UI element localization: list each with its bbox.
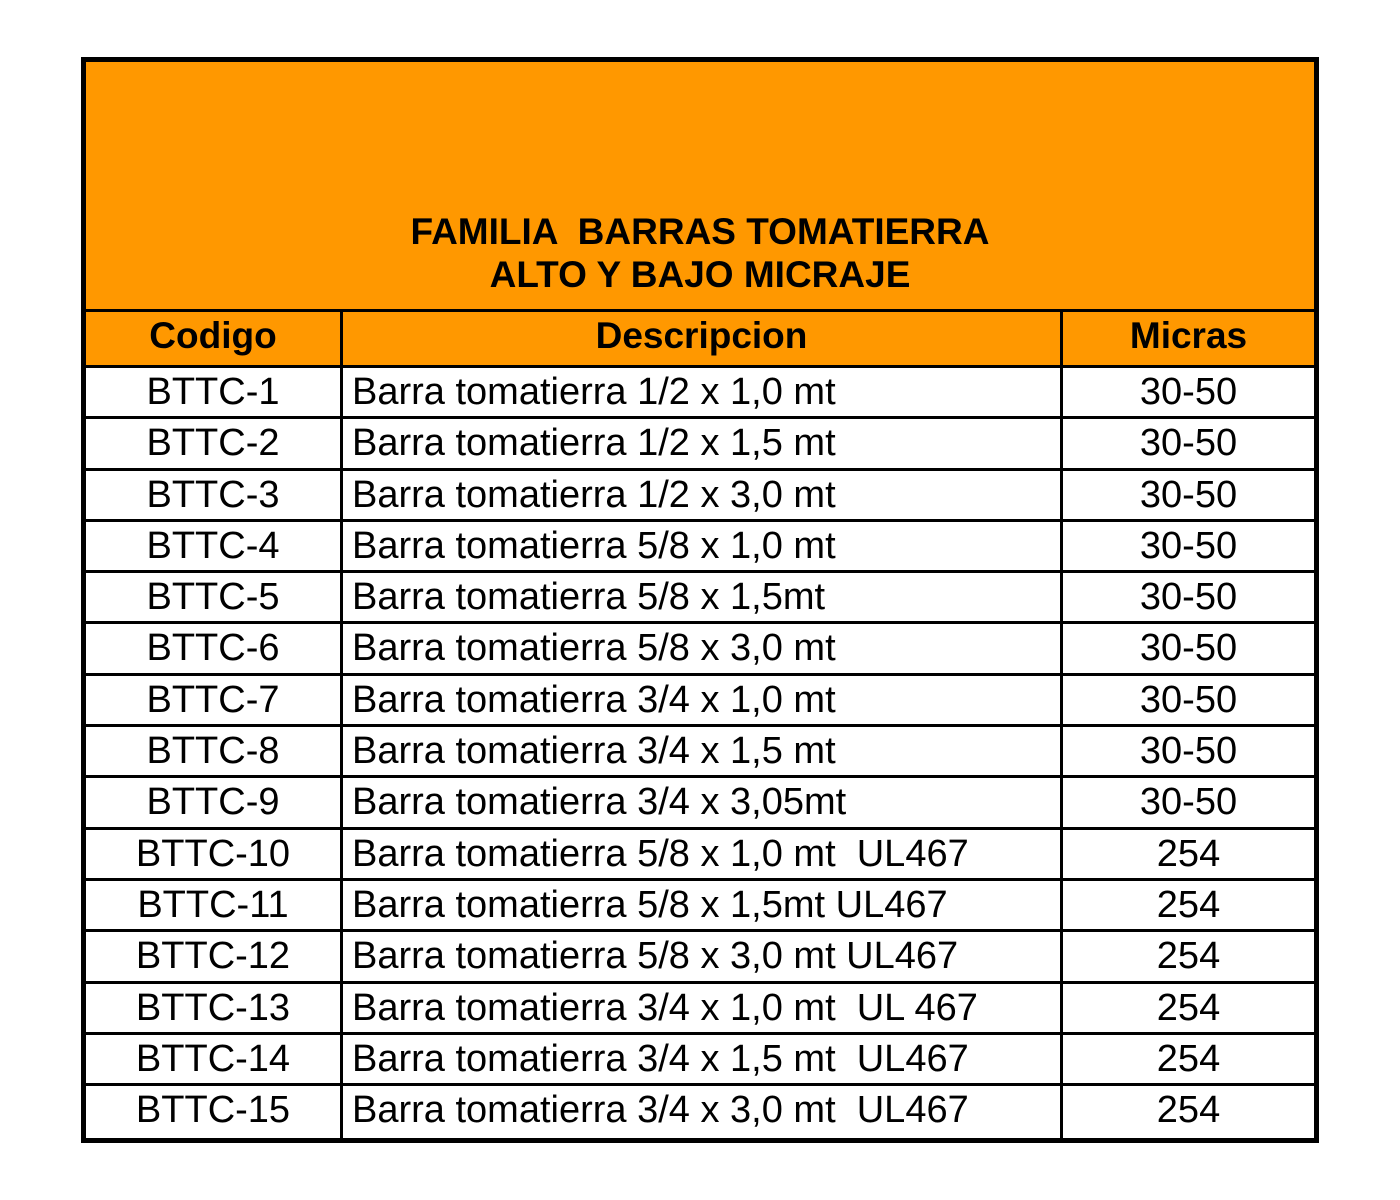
table-row: [86, 1035, 1314, 1086]
column-header-row: [86, 312, 1314, 365]
table-row: [86, 419, 1314, 470]
cell-code: BTTC-3: [146, 473, 280, 516]
cell-code: BTTC-9: [146, 781, 280, 824]
cell-description: Barra tomatierra 3/4 x 1,0 mt: [352, 678, 836, 721]
cell-microns: 30-50: [1139, 730, 1238, 773]
column-header-microns: Micras: [1129, 315, 1248, 356]
cell-microns: 30-50: [1139, 371, 1238, 413]
table-row: [86, 471, 1314, 522]
table-row: [86, 881, 1314, 932]
table-row: [86, 932, 1314, 983]
table-row: [86, 1086, 1314, 1137]
cell-microns: 30-50: [1139, 678, 1238, 721]
cell-code: BTTC-4: [146, 524, 280, 567]
cell-description: Barra tomatierra 5/8 x 1,0 mt UL467: [352, 832, 969, 875]
table-row: [86, 522, 1314, 573]
column-divider-1: [340, 312, 343, 1138]
cell-code: BTTC-10: [135, 832, 291, 875]
cell-microns: 30-50: [1139, 781, 1238, 824]
table-row: [86, 727, 1314, 778]
cell-description: Barra tomatierra 5/8 x 3,0 mt: [352, 627, 836, 670]
cell-description: Barra tomatierra 5/8 x 1,0 mt: [352, 524, 836, 567]
cell-microns: 254: [1156, 1037, 1221, 1080]
table-row: [86, 368, 1314, 419]
cell-code: BTTC-6: [146, 627, 280, 670]
cell-microns: 254: [1156, 832, 1221, 875]
cell-code: BTTC-7: [146, 678, 280, 721]
cell-microns: 254: [1156, 986, 1221, 1029]
cell-description: Barra tomatierra 3/4 x 3,05mt: [352, 781, 847, 824]
cell-code: BTTC-11: [137, 883, 289, 926]
cell-microns: 30-50: [1139, 473, 1238, 516]
column-header-code: Codigo: [149, 315, 277, 356]
table-row: [86, 778, 1314, 829]
cell-code: BTTC-1: [146, 371, 280, 413]
cell-description: Barra tomatierra 1/2 x 3,0 mt: [352, 473, 836, 516]
cell-description: Barra tomatierra 5/8 x 1,5mt UL467: [352, 883, 948, 926]
column-divider-2: [1060, 312, 1063, 1138]
cell-code: BTTC-2: [146, 422, 280, 465]
table-row: [86, 624, 1314, 675]
table-title-line-1: FAMILIA BARRAS TOMATIERRA: [410, 211, 990, 252]
cell-microns: 30-50: [1139, 576, 1238, 619]
cell-code: BTTC-8: [146, 730, 280, 773]
cell-description: Barra tomatierra 3/4 x 1,5 mt: [352, 730, 836, 773]
cell-microns: 254: [1156, 935, 1221, 978]
cell-microns: 254: [1156, 1089, 1221, 1132]
table-row: [86, 830, 1314, 881]
cell-description: Barra tomatierra 1/2 x 1,0 mt: [352, 371, 836, 413]
table-body: [86, 368, 1314, 1137]
cell-code: BTTC-13: [135, 986, 291, 1029]
cell-microns: 30-50: [1139, 627, 1238, 670]
cell-code: BTTC-14: [135, 1037, 291, 1080]
column-header-description: Descripcion: [595, 315, 808, 356]
cell-description: Barra tomatierra 5/8 x 1,5mt: [352, 576, 826, 619]
table-row: [86, 676, 1314, 727]
cell-code: BTTC-5: [146, 576, 280, 619]
cell-microns: 254: [1156, 883, 1221, 926]
cell-description: Barra tomatierra 5/8 x 3,0 mt UL467: [352, 935, 959, 978]
cell-code: BTTC-15: [135, 1089, 291, 1132]
cell-microns: 30-50: [1139, 422, 1238, 465]
cell-microns: 30-50: [1139, 524, 1238, 567]
table-title-block: [86, 62, 1314, 309]
table-row: [86, 573, 1314, 624]
table-title-line-2: ALTO Y BAJO MICRAJE: [489, 254, 911, 295]
cell-description: Barra tomatierra 3/4 x 1,5 mt UL467: [352, 1037, 969, 1080]
cell-description: Barra tomatierra 1/2 x 1,5 mt: [352, 422, 836, 465]
cell-description: Barra tomatierra 3/4 x 3,0 mt UL467: [352, 1089, 969, 1132]
cell-description: Barra tomatierra 3/4 x 1,0 mt UL 467: [352, 986, 978, 1029]
table-row: [86, 984, 1314, 1035]
cell-code: BTTC-12: [135, 935, 291, 978]
product-table: [81, 57, 1319, 1143]
